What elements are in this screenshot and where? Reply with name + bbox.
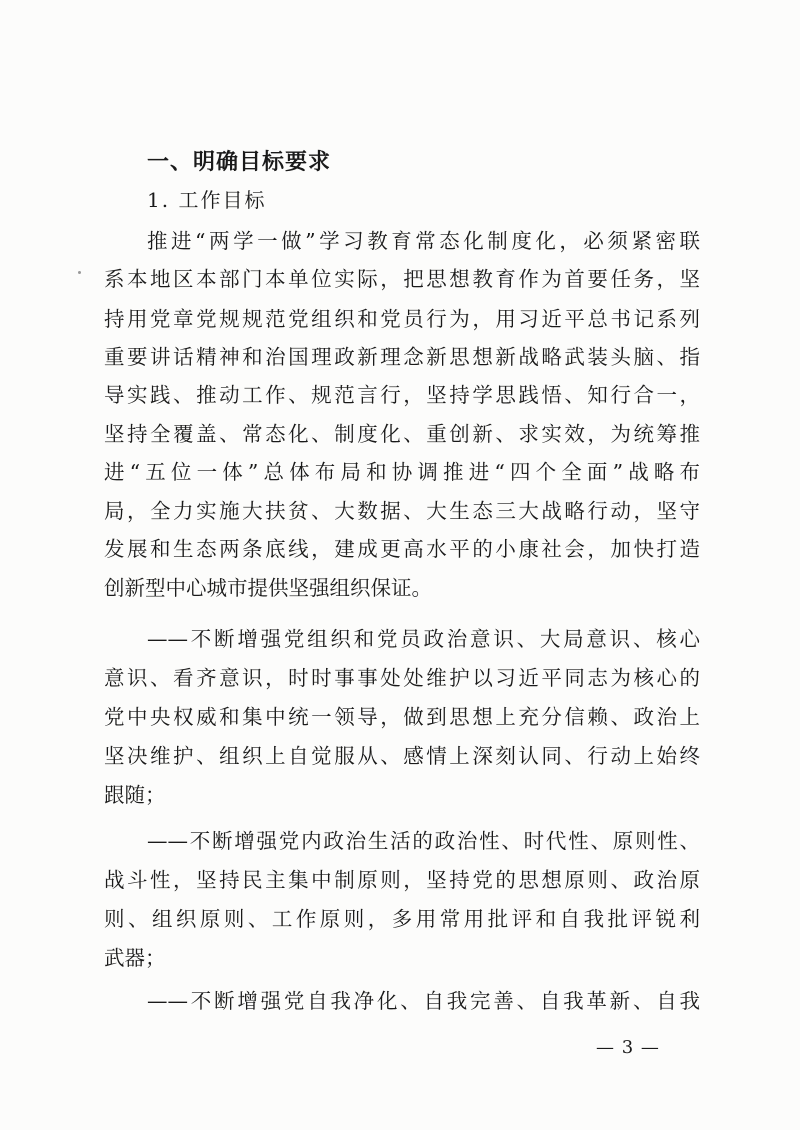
paragraph-line: 跟随；	[104, 783, 166, 807]
paragraph-line: 系本地区本部门本单位实际，把思想教育作为首要任务，坚	[104, 267, 700, 291]
scan-speck	[78, 271, 81, 274]
subsection-heading: 1. 工作目标	[147, 188, 267, 212]
paragraph-line: 则、组织原则、工作原则，多用常用批评和自我批评锐利	[104, 907, 700, 931]
paragraph-line: 推进“两学一做”学习教育常态化制度化，必须紧密联	[147, 229, 700, 253]
paragraph-line: 意识、看齐意识，时时事事处处维护以习近平同志为核心的	[104, 666, 700, 690]
paragraph-line: 导实践、推动工作、规范言行，坚持学思践悟、知行合一，	[104, 383, 700, 407]
paragraph-line: 战斗性，坚持民主集中制原则，坚持党的思想原则、政治原	[104, 868, 700, 892]
page-number: — 3 —	[596, 1037, 660, 1058]
paragraph-line: 坚持全覆盖、常态化、制度化、重创新、求实效，为统筹推	[104, 422, 700, 446]
paragraph-line: ——不断增强党内政治生活的政治性、时代性、原则性、	[147, 829, 700, 853]
paragraph-line: 武器；	[104, 946, 166, 970]
paragraph-line: 持用党章党规规范党组织和党员行为，用习近平总书记系列	[104, 307, 700, 331]
paragraph-line: 进“五位一体”总体布局和协调推进“四个全面”战略布	[104, 460, 700, 484]
paragraph-line: 党中央权威和集中统一领导，做到思想上充分信赖、政治上	[104, 705, 700, 729]
paragraph-line: 发展和生态两条底线，建成更高水平的小康社会，加快打造	[104, 537, 700, 561]
paragraph-line: ——不断增强党自我净化、自我完善、自我革新、自我	[147, 989, 700, 1013]
paragraph-line: 创新型中心城市提供坚强组织保证。	[104, 576, 432, 600]
section-heading: 一、明确目标要求	[147, 150, 332, 175]
paragraph-line: 坚决维护、组织上自觉服从、感情上深刻认同、行动上始终	[104, 744, 700, 768]
paragraph-line: 重要讲话精神和治国理政新理念新思想新战略武装头脑、指	[104, 345, 700, 369]
paragraph-line: ——不断增强党组织和党员政治意识、大局意识、核心	[147, 627, 700, 651]
paragraph-line: 局，全力实施大扶贫、大数据、大生态三大战略行动，坚守	[104, 499, 700, 523]
